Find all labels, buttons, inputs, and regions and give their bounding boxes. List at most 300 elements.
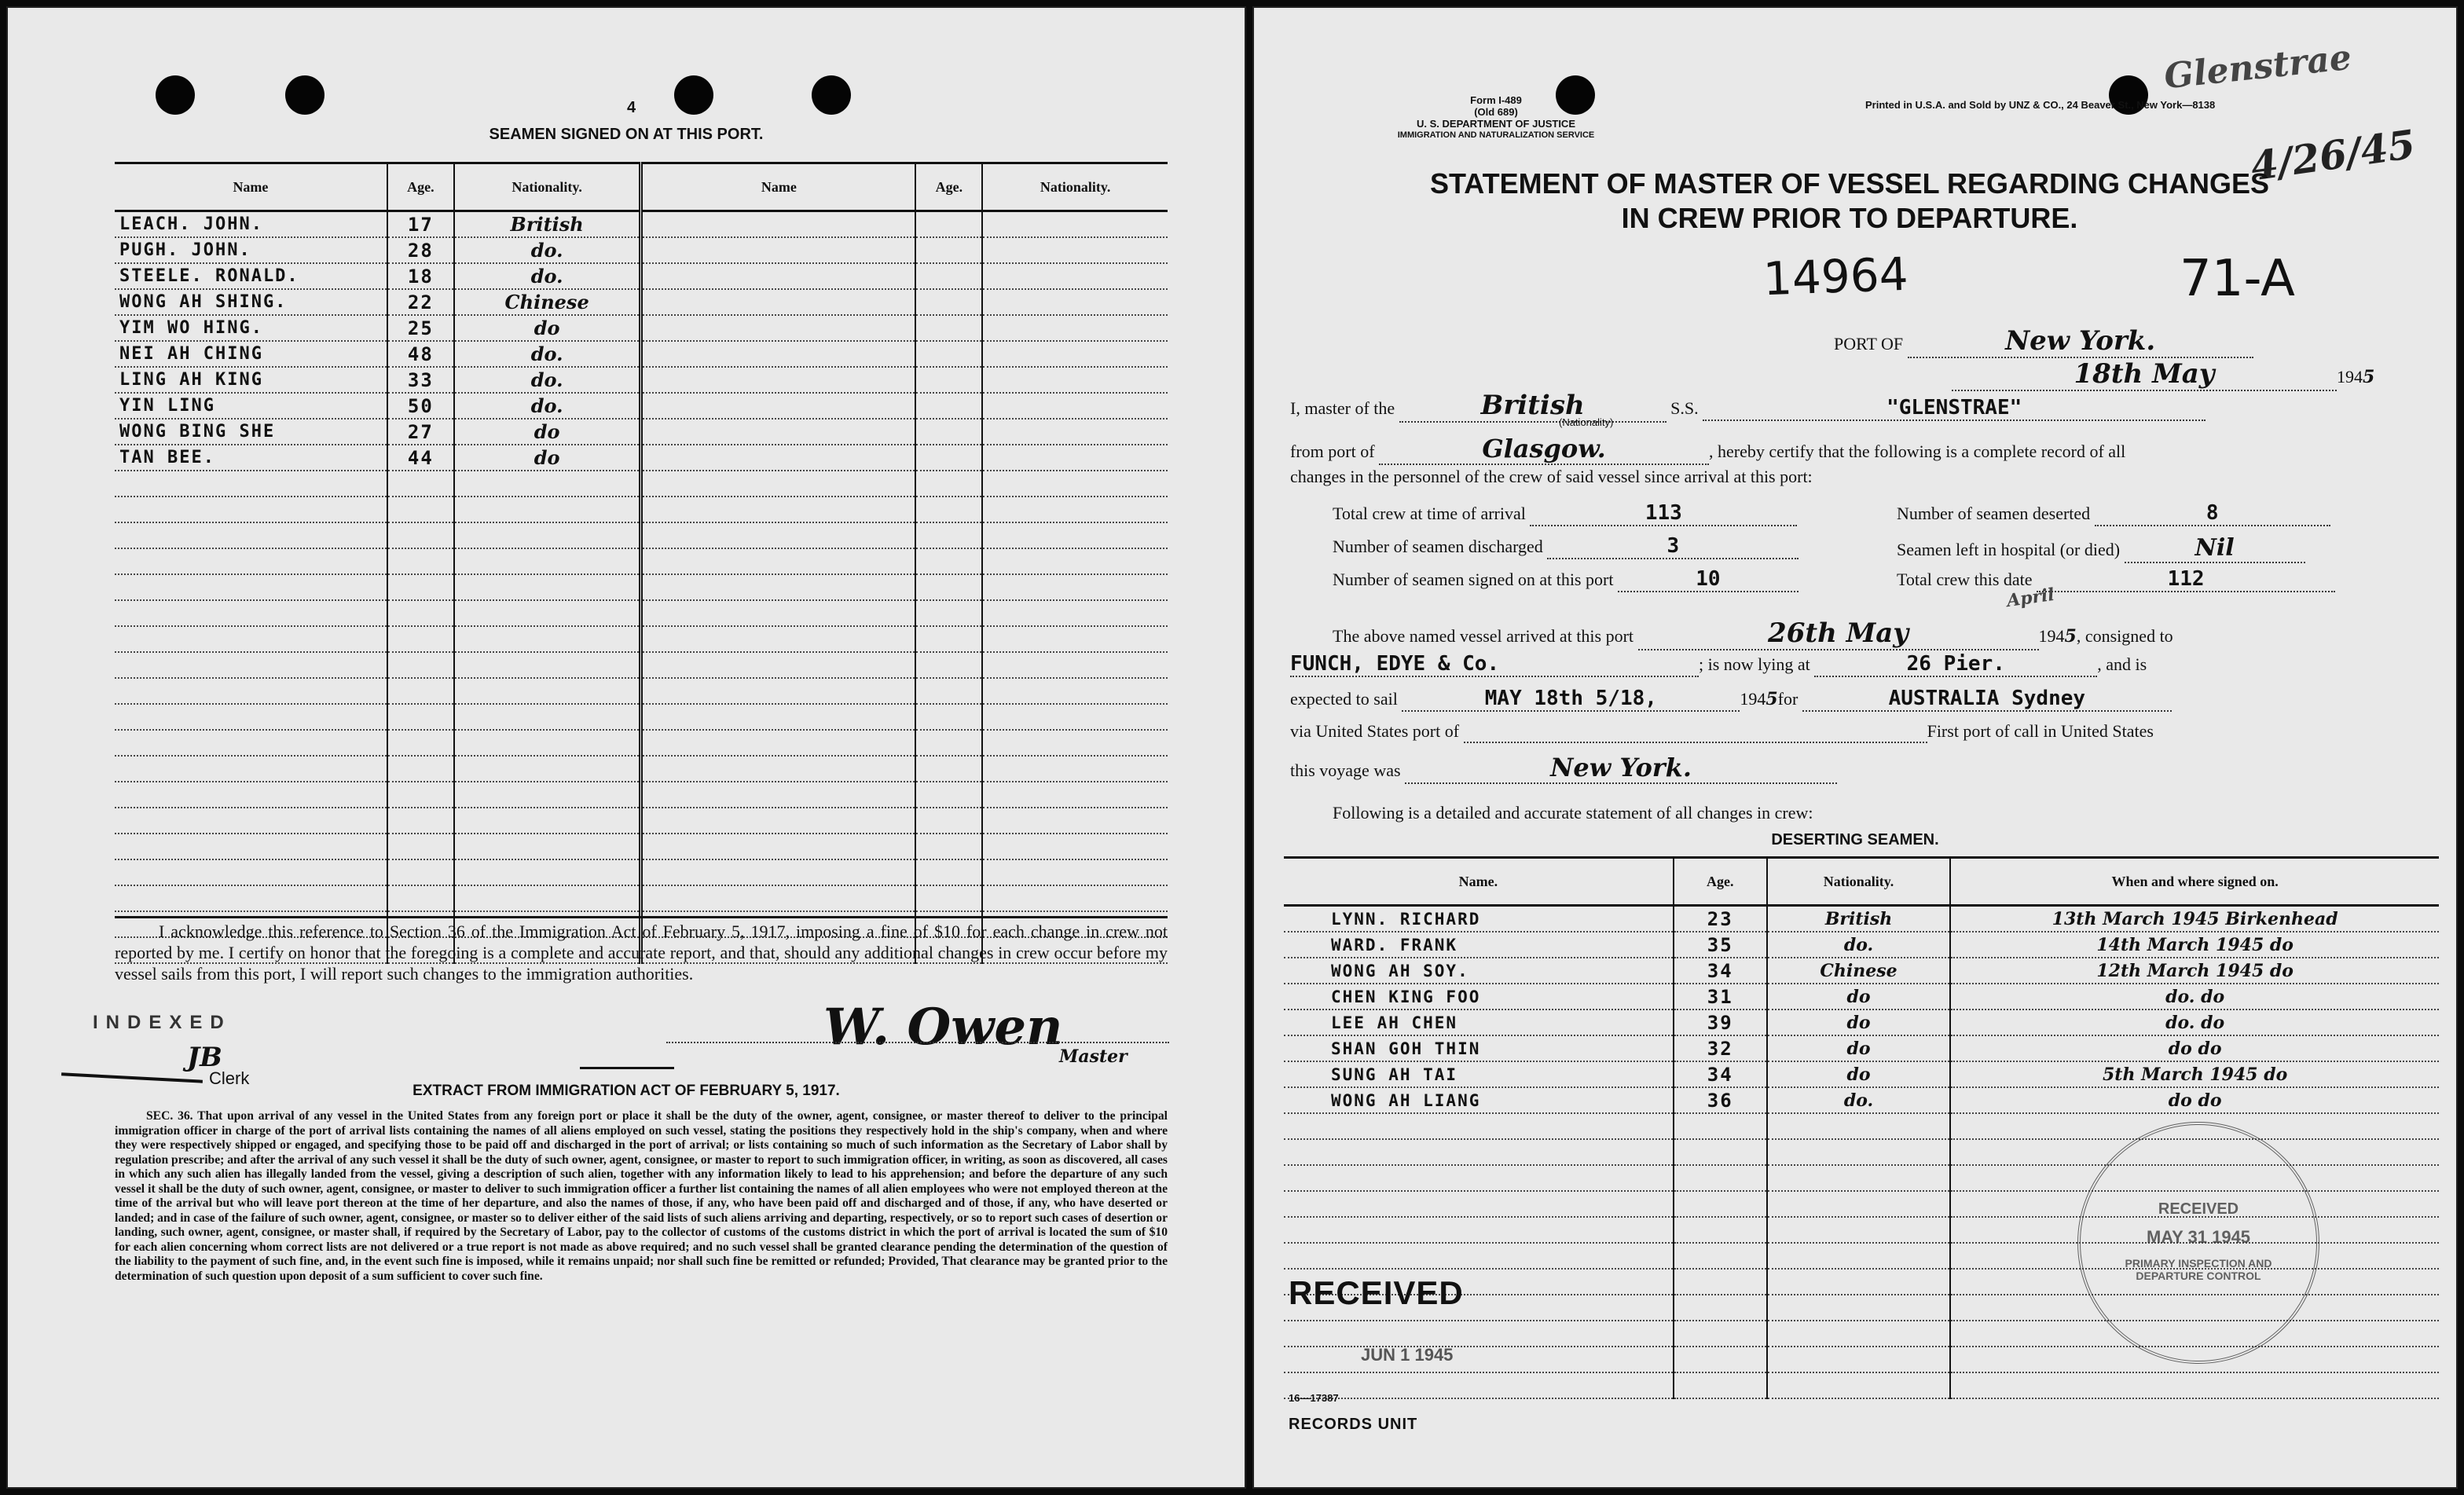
when-where-cell: do. do [1950,984,2439,1009]
signed-on-table [115,162,1168,964]
received-stamp: RECEIVED [1289,1274,1464,1311]
name-cell: SUNG AH TAI [1284,1061,1674,1087]
age-cell: 32 [1674,1035,1767,1061]
name-cell [1284,1217,1674,1243]
date-value: 18th May [1952,358,2337,391]
voyage-label: this voyage was [1290,760,1401,780]
year-value: 5 [2363,367,2375,387]
col-name: Name. [1284,858,1674,906]
col-nationality-2: Nationality. [982,163,1168,211]
name-cell [641,393,915,419]
name-cell [641,808,915,834]
nationality-cell: do [454,445,641,471]
age-cell [387,626,454,652]
name-cell: TAN BEE. [115,445,387,471]
master-of-row [1290,390,2206,423]
nationality-cell [982,263,1168,289]
when-where-cell: 13th March 1945 Birkenhead [1950,906,2439,933]
nationality-cell [454,859,641,885]
consignee-value: FUNCH, EDYE & Co. [1290,652,1699,677]
age-cell: 34 [1674,958,1767,984]
age-cell [915,393,982,419]
age-cell [915,522,982,548]
name-cell [641,522,915,548]
nationality-cell: do. [454,367,641,393]
table-row [115,445,1168,471]
name-cell [115,808,387,834]
nationality-cell: do [1767,1061,1951,1087]
table-row [115,419,1168,445]
service: IMMIGRATION AND NATURALIZATION SERVICE [1397,130,1595,140]
name-cell [641,211,915,238]
expected-value: MAY 18th 5/18, [1402,687,1740,712]
via-row [1290,721,2154,743]
form-old-number: (Old 689) [1474,106,1518,118]
title-line-1: STATEMENT OF MASTER OF VESSEL REGARDING CHANGES [1429,167,2270,200]
nationality-cell [1767,1321,1951,1347]
age-cell [915,652,982,678]
title-line-2: IN CREW PRIOR TO DEPARTURE. [1621,202,2078,234]
nationality-cell: British [1767,906,1951,933]
table-row [115,341,1168,367]
age-cell [915,211,982,238]
table-row [115,885,1168,911]
left-page [6,6,1246,1489]
nationality-cell [1767,1295,1951,1321]
year-printed: 194 [2337,367,2363,387]
page-number: 4 [627,99,636,116]
master-of-label: I, master of the [1290,398,1395,418]
stat-value: Nil [2125,534,2305,563]
age-cell [915,315,982,341]
age-cell [1674,1243,1767,1269]
voyage-value: New York. [1405,753,1837,784]
name-cell [641,315,915,341]
name-cell [1284,1243,1674,1269]
form-header [1355,94,1637,141]
table-row [115,367,1168,393]
consigned-label: , consigned to [2076,626,2173,646]
age-cell [387,730,454,756]
table-row [1284,932,2439,958]
table-row [115,834,1168,859]
name-cell [641,445,915,471]
lying-value: 26 Pier. [1814,652,2097,677]
annotation-ship: Glenstrae [2162,37,2354,97]
name-cell [1284,1347,1674,1372]
table-row [115,211,1168,238]
table-row [1284,984,2439,1009]
nationality-cell [454,730,641,756]
nationality-cell [982,859,1168,885]
nationality-cell [454,600,641,626]
nationality-cell: do [1767,984,1951,1009]
table-row [115,471,1168,497]
clerk-label: Clerk [209,1068,250,1088]
name-cell: LEACH. JOHN. [115,211,387,238]
nationality-cell [454,885,641,911]
age-cell [915,289,982,315]
name-cell [641,859,915,885]
when-where-cell: 14th March 1945 do [1950,932,2439,958]
nationality-cell [982,393,1168,419]
name-cell [641,341,915,367]
nationality-cell [982,652,1168,678]
punch-hole [156,75,195,115]
name-cell [115,834,387,859]
age-cell [387,600,454,626]
table-row [115,808,1168,834]
nationality-cell [1767,1243,1951,1269]
nationality-cell [454,548,641,574]
name-cell [641,730,915,756]
when-where-cell: do do [1950,1087,2439,1113]
nationality-cell [1767,1139,1951,1165]
age-cell [915,704,982,730]
age-cell: 35 [1674,932,1767,958]
stat-discharged [1333,534,1798,559]
name-cell: WONG BING SHE [115,419,387,445]
col-age-2: Age. [915,163,982,211]
deserting-heading: DESERTING SEAMEN. [1771,831,1939,848]
nationality-cell [454,652,641,678]
from-port-value: Glasgow. [1379,434,1709,465]
age-cell [1674,1372,1767,1398]
nationality-caption: (Nationality) [1559,416,1614,428]
nationality-cell [1767,1372,1951,1398]
table-row [115,237,1168,263]
col-when-where: When and where signed on. [1950,858,2439,906]
table-row [1284,906,2439,933]
via-value-line [1464,721,1927,743]
nationality-cell [982,548,1168,574]
age-cell: 22 [387,289,454,315]
round-stamp-date: MAY 31 1945 [2146,1227,2251,1247]
table-row [115,859,1168,885]
nationality-cell [982,756,1168,782]
stat-total-date [1897,567,2335,592]
name-cell [641,471,915,497]
stat-value: 113 [1530,501,1797,526]
master-signature-line [666,1042,1169,1043]
seamen-signed-heading: SEAMEN SIGNED ON AT THIS PORT. [489,126,764,143]
when-where-cell [1950,1372,2439,1398]
age-cell [387,548,454,574]
table-row [1284,1009,2439,1035]
name-cell: WONG AH SOY. [1284,958,1674,984]
stat-value: 112 [2037,567,2335,592]
name-cell: WONG AH LIANG [1284,1087,1674,1113]
table-row [115,574,1168,600]
nationality-cell [982,522,1168,548]
arrived-value: 26th May [1638,617,2039,650]
destination: AUSTRALIA Sydney [1802,687,2172,712]
name-cell [641,704,915,730]
port-of-row [1834,325,2253,358]
age-cell [915,471,982,497]
name-cell [641,782,915,808]
nationality-cell [982,237,1168,263]
table-row [115,263,1168,289]
nationality-cell: Chinese [454,289,641,315]
lying-label: ; is now lying at [1699,654,1810,674]
following-text: Following is a detailed and accurate statement of all changes in crew: [1333,803,1813,823]
via-label: via United States port of [1290,721,1460,741]
nationality-cell: Chinese [1767,958,1951,984]
nationality-cell: do [454,315,641,341]
nationality-cell [454,782,641,808]
arrived-year: 194 [2038,626,2065,646]
nationality-cell [454,834,641,859]
printed-by: Printed in U.S.A. and Sold by UNZ & CO., 24 Beaver St., New York—8138 [1865,99,2216,111]
table-row [115,730,1168,756]
stat-signed-on [1333,567,1798,592]
table-row [115,756,1168,782]
age-cell [915,626,982,652]
col-nationality: Nationality. [1767,858,1951,906]
punch-hole [674,75,713,115]
age-cell [915,445,982,471]
when-where-cell: do. do [1950,1009,2439,1035]
name-cell [115,497,387,522]
name-cell [641,600,915,626]
col-nationality: Nationality. [454,163,641,211]
age-cell [915,834,982,859]
col-age: Age. [387,163,454,211]
nationality-cell [1767,1191,1951,1217]
year-printed: 194 [1740,689,1766,709]
age-cell: 18 [387,263,454,289]
name-cell [115,626,387,652]
table-row [115,315,1168,341]
name-cell [1284,1113,1674,1139]
age-cell [1674,1347,1767,1372]
right-page [1252,6,2458,1489]
age-cell [915,678,982,704]
nationality-cell: British [454,211,641,238]
name-cell [641,885,915,911]
name-cell [1284,1165,1674,1191]
name-cell [115,678,387,704]
file-code: 71-A [2180,250,2295,308]
name-cell: LYNN. RICHARD [1284,906,1674,933]
name-cell [115,704,387,730]
divider [115,916,1168,918]
acknowledgement-text: I acknowledge this reference to Section 36 of the Immigration Act of February 5, 1917, imposing a fine of $10 for each change in crew not reported by me. I certify on honor that the foregoing is a complete and accurate report, and that, should any additional changes in crew occur before my vessel sails from this port, I will report such changes to the immigration authorities. [115,922,1168,984]
nationality-cell [1767,1269,1951,1295]
nationality-cell [982,678,1168,704]
col-name-2: Name [641,163,915,211]
nationality-cell: do. [1767,1087,1951,1113]
stat-total-arrival [1333,501,1797,526]
age-cell [387,652,454,678]
nationality-cell: do. [454,237,641,263]
vessel-name: "GLENSTRAE" [1703,396,2206,421]
age-cell [1674,1139,1767,1165]
name-cell [115,548,387,574]
age-cell: 44 [387,445,454,471]
nationality-cell [454,678,641,704]
nationality-cell [982,626,1168,652]
age-cell: 23 [1674,906,1767,933]
age-cell [1674,1165,1767,1191]
age-cell [1674,1191,1767,1217]
age-cell [387,808,454,834]
age-cell [387,834,454,859]
name-cell: STEELE. RONALD. [115,263,387,289]
nationality-cell [982,445,1168,471]
name-cell: CHEN KING FOO [1284,984,1674,1009]
stat-value: 10 [1618,567,1798,592]
rule [580,1067,674,1069]
stat-value: 8 [2095,501,2330,526]
table-row [1284,1347,2439,1372]
round-stamp-top: RECEIVED [2158,1200,2239,1218]
changes-text: changes in the personnel of the crew of said vessel since arrival at this port: [1290,467,1813,486]
age-cell: 17 [387,211,454,238]
col-age: Age. [1674,858,1767,906]
nationality-cell [982,497,1168,522]
form-number: Form I-489 [1470,94,1522,106]
age-cell [915,730,982,756]
when-where-cell: 5th March 1945 do [1950,1061,2439,1087]
clerk-line [61,1072,203,1083]
nationality-cell [1767,1347,1951,1372]
name-cell: PUGH. JOHN. [115,237,387,263]
name-cell: YIM WO HING. [115,315,387,341]
age-cell [915,808,982,834]
age-cell [1674,1113,1767,1139]
and-is: , and is [2097,654,2147,674]
nationality-cell [454,471,641,497]
age-cell [915,782,982,808]
name-cell [1284,1191,1674,1217]
name-cell [115,782,387,808]
clerk-initials: JB [187,1042,222,1073]
name-cell: WARD. FRANK [1284,932,1674,958]
year-value: 5 [1766,689,1778,709]
stat-label: Number of seamen signed on at this port [1333,570,1614,589]
name-cell [115,756,387,782]
nationality-cell [982,782,1168,808]
stat-label: Total crew this date [1897,570,2033,589]
table-row [115,548,1168,574]
age-cell [387,704,454,730]
age-cell [387,574,454,600]
nationality-cell: do. [454,263,641,289]
age-cell: 36 [1674,1087,1767,1113]
name-cell [115,600,387,626]
master-label: Master [1059,1046,1128,1067]
annotation-date: 4/26/45 [2247,120,2418,190]
nationality-value: British [1399,390,1666,423]
nationality-cell [1767,1217,1951,1243]
age-cell [915,341,982,367]
form-code: 16—17387 [1289,1392,1339,1404]
name-cell [641,289,915,315]
records-unit: RECORDS UNIT [1289,1416,1418,1433]
nationality-cell [982,704,1168,730]
age-cell [915,548,982,574]
name-cell [641,263,915,289]
nationality-cell [1767,1165,1951,1191]
age-cell [387,859,454,885]
name-cell [641,548,915,574]
stat-deserted [1897,501,2330,526]
nationality-cell [454,522,641,548]
name-cell [641,237,915,263]
table-row [115,678,1168,704]
punch-hole [812,75,851,115]
name-cell [115,652,387,678]
name-cell: SHAN GOH THIN [1284,1035,1674,1061]
age-cell [915,367,982,393]
age-cell [387,497,454,522]
table-row [1284,958,2439,984]
name-cell [641,367,915,393]
punch-hole [285,75,324,115]
indexed-stamp: INDEXED [93,1012,232,1033]
age-cell [915,497,982,522]
table-row [115,497,1168,522]
nationality-cell [982,834,1168,859]
received-round-stamp [2077,1122,2319,1364]
table-row [1284,1035,2439,1061]
nationality-cell [982,315,1168,341]
round-stamp-text: PRIMARY INSPECTION AND DEPARTURE CONTROL [2125,1257,2272,1282]
age-cell [915,600,982,626]
age-cell [915,574,982,600]
name-cell [1284,1372,1674,1398]
nationality-cell [982,289,1168,315]
stat-label: Number of seamen deserted [1897,504,2091,523]
nationality-cell [982,211,1168,238]
table-row [115,600,1168,626]
age-cell [915,859,982,885]
name-cell: LEE AH CHEN [1284,1009,1674,1035]
nationality-cell [454,756,641,782]
expected-row [1290,687,2172,712]
extract-text: SEC. 36. That upon arrival of any vessel in the United States from any foreign port or place it shall be the duty of the owner, agent, consignee, or master thereof to deliver to the principal immigration officer in charge of the port of arrival lists containing the names of all aliens employed on such vessel, stating the positions they respectively hold in the ship's company, when and where they were respectively shipped or engaged, and specifying those to be paid off and discharged in the port of arrival; or lists containing so much of such information as the Secretary of Labor shall by regulation prescribe; and after the arrival of any such vessel it shall be the duty of such owner, agent, consignee, or master to report to such immigration officer, in writing, as soon as discovered, all cases in which any such alien has illegally landed from the vessel, giving a description of such alien, together with any information likely to lead to his apprehension; and before the departure of any such vessel it shall be the duty of such owner, agent, consignee, or master to deliver to such immigration officer a further list containing the names of all alien employees who were not employed thereon at the time of the arrival but who will leave port thereon at the time of her departure, and also the names of those, if any, who have been paid off and discharged and of those, if any, who have deserted or landed; and in case of the failure of such owner, agent, consignee, or master so to deliver either of the said lists of such aliens arriving and departing, respectively, or so to report such cases of desertion or landing, such owner, agent, consignee, or master shall, if required by the Secretary of Labor, pay to the collector of customs of the customs district in which the port of arrival is located the sum of $10 for each alien concerning whom correct lists are not delivered or a true report is not made as above required; and no such vessel shall be granted clearance pending the determination of the question of the liability to the payment of such fine, and, in the event such fine is imposed, while it remains unpaid; nor shall such fine be remitted or refunded; Provided, That clearance may be granted prior to the determination of such question upon deposit of a sum sufficient to cover such fine. [115,1109,1168,1283]
table-row [115,289,1168,315]
nationality-cell [982,885,1168,911]
nationality-cell [982,367,1168,393]
date-row [1952,358,2374,391]
form-title [1307,167,2392,236]
nationality-cell: do. [454,393,641,419]
name-cell [641,834,915,859]
age-cell [915,419,982,445]
name-cell [641,497,915,522]
received-date: JUN 1 1945 [1361,1345,1454,1365]
when-where-cell: 12th March 1945 do [1950,958,2439,984]
nationality-cell [982,600,1168,626]
stat-label: Number of seamen discharged [1333,537,1543,556]
age-cell [387,885,454,911]
table-row [115,393,1168,419]
age-cell [1674,1295,1767,1321]
nationality-cell [982,471,1168,497]
stat-hospital [1897,534,2305,563]
age-cell: 50 [387,393,454,419]
for-label: for [1777,689,1798,709]
table-row [1284,1087,2439,1113]
nationality-cell [454,808,641,834]
name-cell [641,756,915,782]
age-cell [387,522,454,548]
arrived-year-value: 5 [2064,626,2077,647]
port-of-label: PORT OF [1834,334,1904,354]
